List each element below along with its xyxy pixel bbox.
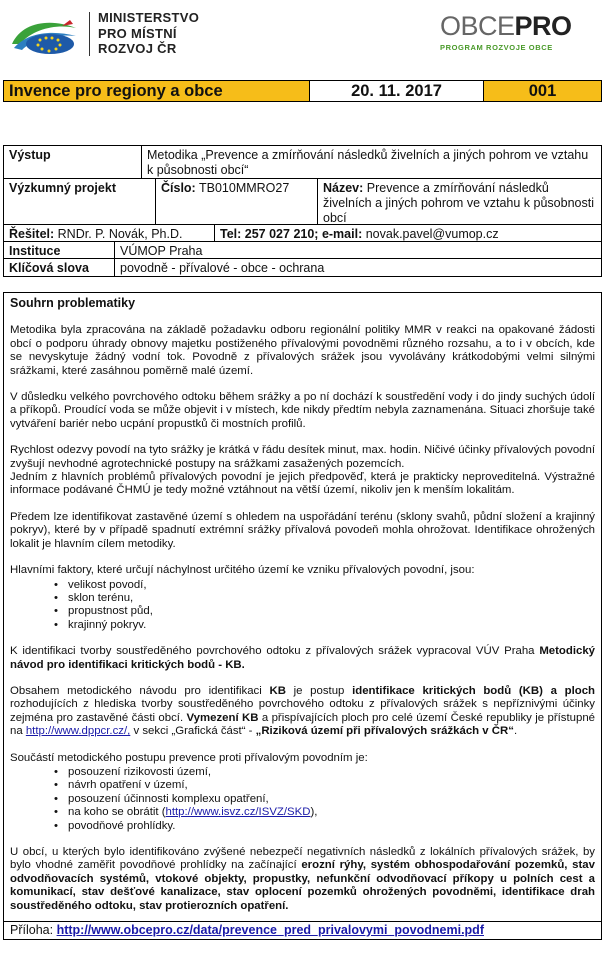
- attachment-row: [4, 921, 601, 939]
- summary-paragraph-1: Metodika byla zpracována na základě požadavku odboru regionální politiky MMR v reakci na opakované žádosti obcí o podporu úhrady obnovy majetku postiženého přívalovými povodněmi různého rozsahu, a to i v obcích, kde se nevyskytuje žádný vodní tok. Povodně z přívalových srážek jsou vyvolávány krátkodobými velmi silnými srážkami, které zasáhnou poměrně malé území.: [10, 324, 595, 377]
- tel-label: Tel:: [220, 227, 242, 241]
- obcepro-logo: [440, 12, 600, 56]
- summary-paragraph-6: [10, 645, 595, 672]
- factor-item: • krajinný pokryv.: [54, 619, 595, 632]
- mmr-logo: [10, 10, 210, 58]
- summary-paragraph-8: Součástí metodického postupu prevence proti přívalovým povodním je:: [10, 751, 368, 764]
- info-row-projekt: [4, 179, 601, 225]
- cislo-value: TB010MMRO27: [198, 181, 290, 195]
- part4-post: ),: [310, 806, 318, 819]
- ministry-line-3: ROZVOJ ČR: [98, 41, 177, 56]
- part-item: • návrh opatření v území,: [54, 779, 595, 792]
- info-row-vystup: [4, 146, 601, 179]
- instituce-label: Instituce: [4, 242, 115, 258]
- summary-paragraph-4: Předem lze identifikovat zastavěné území s ohledem na uspořádání terénu (sklony svahů, půdní složení a krajinný pokryv), které by v případě spadnutí extrémní srážky přívalová povodeň mohla ohrožovat. Identifikace ohrožených lokalit je hlavním cílem metodiky.: [10, 510, 595, 550]
- p9-bold: erozní rýhy, systém obhospodařování pozemků, stav odvodňovacích systémů, vtokové objekty, propustky, nefunkční odvodňovací příkopy u polních cest a komunikací, stav dešťové kanalizace, stav oplocení pozemků ohrožených povodněmi, identifikace drah soustředěného odtoku, stav protierozních opatření.: [10, 859, 595, 912]
- p7-bold-1: identifikace kritických bodů (KB) a ploch: [352, 684, 595, 697]
- dppcr-link[interactable]: http://www.dppcr.cz/,: [25, 725, 131, 738]
- title-bar: [3, 80, 602, 102]
- obcepro-tagline: PROGRAM ROZVOJE OBCE: [440, 43, 553, 52]
- info-row-klicova: [4, 259, 601, 276]
- summary-paragraph-5: Hlavními faktory, které určují náchylnost určitého území ke vzniku přívalových povodní, jsou:: [10, 564, 475, 577]
- attachment-label: Příloha:: [10, 922, 54, 937]
- isvz-link[interactable]: http://www.isvz.cz/ISVZ/SKD: [165, 806, 311, 819]
- cislo-label: Číslo:: [161, 181, 196, 195]
- nazev-cell: [318, 179, 601, 224]
- resitel-value: RNDr. P. Novák, Ph.D.: [57, 227, 183, 241]
- mmr-emblem-icon: [10, 14, 80, 56]
- resitel-cell: [4, 225, 215, 241]
- p3-part-b: Jedním z hlavních problémů přívalových povodní je jejich předpověď, která je prakticky neproveditelná. Výstražné informace podávané ČHMÚ je tedy možné vztáhnout na větší území, nikoliv jen k menším lokalitám.: [10, 471, 595, 497]
- p7-bold-2: Vymezení KB: [186, 711, 259, 724]
- factor-item: • sklon terénu,: [54, 592, 595, 605]
- summary-heading: Souhrn problematiky: [10, 296, 136, 310]
- ministry-line-2: PRO MÍSTNÍ: [98, 25, 177, 41]
- p7-kb: KB: [269, 684, 286, 697]
- info-table: [3, 145, 602, 277]
- summary-paragraph-2: V důsledku velkého povrchového odtoku během srážky a po ní dochází k soustředění vody i do jindy suchých údolí a příkopů. Proudící voda se může objevit i v místech, kde nikdy předtím nebyla zaznamenána. Situaci zhoršuje také vytváření bariér nebo ucpání propustků či mostních profilů.: [10, 391, 595, 430]
- p7-text-e: v sekci „Grafická část“ -: [133, 725, 253, 738]
- ministry-name: [98, 10, 199, 57]
- p7-text-b: je postup: [293, 684, 345, 697]
- obce-text: OBCE: [440, 11, 515, 41]
- p7-text-d: a přispívajících ploch pro celé území České republiky je přístupné na: [10, 711, 595, 738]
- email-label: e-mail:: [321, 227, 363, 241]
- ministry-line-1: MINISTERSTVO: [98, 10, 200, 25]
- email-value: novak.pavel@vumop.cz: [365, 227, 499, 241]
- p9-text: U obcí, u kterých bylo identifikováno zvýšené nebezpečí negativních následků z lokálních přívalových srážek, by bylo vhodné zaměřit povodňové prohlídky na začínající: [10, 846, 595, 872]
- logo-divider: [89, 12, 90, 56]
- document-date: 20. 11. 2017: [310, 81, 484, 101]
- factor-item: • propustnost půd,: [54, 605, 595, 618]
- p6-text: K identifikaci tvorby soustředěného povrchového odtoku z přívalových srážek vypracoval VÚV Praha: [10, 645, 535, 658]
- projekt-label: Výzkumný projekt: [4, 179, 156, 224]
- vystup-label: Výstup: [4, 146, 142, 178]
- part4-pre: na koho se obrátit (: [68, 806, 166, 819]
- document-number: 001: [484, 81, 601, 101]
- part-item: • posouzení rizikovosti území,: [54, 766, 595, 779]
- p6-bold: Metodický návod pro identifikaci kritických bodů - KB.: [10, 645, 596, 671]
- part-item: [54, 806, 595, 819]
- part-item: • posouzení účinnosti komplexu opatření,: [54, 793, 595, 806]
- program-name: Invence pro regiony a obce: [4, 81, 310, 101]
- factors-list: [54, 579, 595, 633]
- obcepro-brand: [440, 12, 600, 40]
- p7-text-a: Obsahem metodického návodu pro identifikaci: [10, 684, 262, 697]
- cislo-cell: [156, 179, 318, 224]
- p7-bold-3: „Riziková území při přívalových srážkách v ČR“: [255, 725, 514, 738]
- summary-paragraph-9: [10, 846, 595, 913]
- nazev-label: Název:: [323, 181, 364, 195]
- pro-text: PRO: [514, 11, 572, 41]
- resitel-label: Řešitel:: [9, 227, 55, 241]
- attachment-link[interactable]: http://www.obcepro.cz/data/prevence_pred_privalovymi_povodnemi.pdf: [56, 922, 484, 937]
- factor-item: • velikost povodí,: [54, 579, 595, 592]
- vystup-value: Metodika „Prevence a zmírňování následků živelních a jiných pohrom ve vztahu k působnosti obcí“: [147, 148, 589, 177]
- tel-value: 257 027 210: [244, 227, 315, 241]
- summary-box: [3, 292, 602, 940]
- parts-list: [54, 766, 595, 833]
- klicova-label: Klíčová slova: [4, 259, 115, 276]
- instituce-value: VÚMOP Praha: [120, 244, 203, 258]
- info-row-instituce: [4, 242, 601, 259]
- nazev-value: Prevence a zmírňování následků živelních a jiných pohrom ve vztahu k působnosti obcí: [323, 181, 594, 225]
- summary-paragraph-7: Obsahem metodického návodu pro identifikaci KB je postup identifikace kritických bodů (KB) a ploch rozhodujících z hlediska tvorby soustředěného povrchového odtoku z přívalových srážek s nepříznivými účinky zejména pro zastavěné části obcí. Vymezení KB a přispívajících ploch pro celé území České republiky je přístupné na http://www.dppcr.cz/, v sekci „Grafická část“ - „Riziková území při přívalových srážkách v ČR“.: [10, 684, 595, 738]
- summary-paragraph-3: [10, 444, 595, 498]
- info-row-resitel: [4, 225, 601, 242]
- p7-text-c: rozhodujících z hlediska tvorby soustředěného povrchového odtoku z přívalových srážek s nepříznivými účinky zejména pro zastavěné části obcí.: [10, 698, 595, 724]
- part-item: • povodňové prohlídky.: [54, 820, 595, 833]
- klicova-value: povodně - přívalové - obce - ochrana: [120, 261, 325, 275]
- p3-part-a: Rychlost odezvy povodí na tyto srážky je krátká v řádu desítek minut, max. hodin. Ničivé účinky přívalových povodní zvyšují nevhodné agrotechnické postupy na srážkami zasažených pozemcích.: [10, 444, 595, 470]
- contact-cell: Tel: 257 027 210; e-mail: novak.pavel@vumop.cz: [220, 227, 499, 241]
